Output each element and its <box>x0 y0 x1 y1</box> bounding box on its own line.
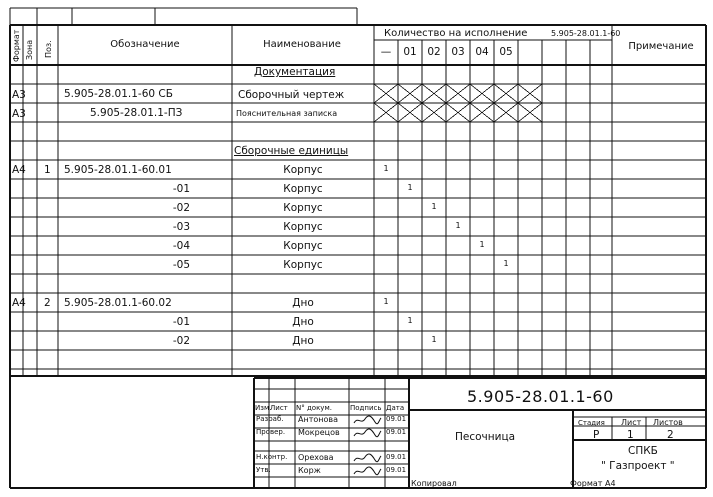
format-label: Формат А4 <box>570 479 616 488</box>
row-position: 1 <box>44 164 51 176</box>
row-designation: 5.905-28.01.1-60.01 <box>64 164 172 176</box>
section-assemblies: Сборочные единицы <box>234 145 349 157</box>
doc-row-name: Сборочный чертеж <box>238 89 345 101</box>
row-name: Дно <box>292 297 314 309</box>
variant-header: 02 <box>427 46 441 58</box>
col-pos-label: Поз. <box>44 40 53 58</box>
title-block-col-header: Изм. <box>255 404 272 412</box>
org-line2: " Газпроект " <box>601 460 675 472</box>
row-quantity: 1 <box>455 221 461 230</box>
sheet-label: Лист <box>621 418 642 427</box>
signer-date: 09.01 <box>386 428 407 436</box>
row-designation: -01 <box>172 316 190 328</box>
sheets-label: Листов <box>653 418 683 427</box>
signature-icon <box>352 466 382 479</box>
title-block-col-header: Подпись <box>350 404 382 412</box>
title-block-col-header: Лист <box>270 404 288 412</box>
row-quantity: 1 <box>503 259 509 268</box>
row-name: Корпус <box>283 240 323 252</box>
doc-row-designation: 5.905-28.01.1-60 СБ <box>64 88 173 100</box>
col-format-label: Формат <box>12 29 21 62</box>
variant-header: — <box>380 46 392 58</box>
signer-role: Разраб. <box>256 415 284 423</box>
title-block-col-header: N° докум. <box>296 404 332 412</box>
variant-header: 01 <box>403 46 417 58</box>
row-name: Корпус <box>283 164 323 176</box>
row-quantity: 1 <box>431 335 437 344</box>
variant-header: 03 <box>451 46 465 58</box>
row-designation: -01 <box>172 183 190 195</box>
doc-row-format: А3 <box>12 89 26 101</box>
col-designation-label: Обозначение <box>110 39 180 50</box>
title-block-col-header: Дата <box>386 404 405 412</box>
col-name-label: Наименование <box>263 39 341 50</box>
signer-name: Антонова <box>298 415 338 424</box>
row-name: Корпус <box>283 183 323 195</box>
row-name: Корпус <box>283 202 323 214</box>
stage-value: Р <box>593 429 600 441</box>
variant-header: 05 <box>499 46 513 58</box>
variant-header: 04 <box>475 46 489 58</box>
doc-row-designation: 5.905-28.01.1-ПЗ <box>90 107 183 119</box>
doc-row-name: Пояснительная записка <box>236 109 338 118</box>
sheets-value: 2 <box>667 429 674 441</box>
copied-label: Копировал <box>411 479 457 488</box>
signer-date: 09.01 <box>386 466 407 474</box>
org-line1: СПКБ <box>628 445 658 457</box>
row-quantity: 1 <box>407 316 413 325</box>
row-quantity: 1 <box>383 297 389 306</box>
row-name: Дно <box>292 316 314 328</box>
signer-role: Провер. <box>256 428 286 436</box>
col-note-label: Примечание <box>628 41 694 52</box>
quantity-code: 5.905-28.01.1-60 <box>551 29 621 38</box>
row-name: Корпус <box>283 221 323 233</box>
row-designation: 5.905-28.01.1-60.02 <box>64 297 172 309</box>
row-designation: -05 <box>172 259 190 271</box>
row-designation: -02 <box>172 335 190 347</box>
product-name: Песочница <box>455 431 516 443</box>
signer-date: 09.01 <box>386 415 407 423</box>
row-quantity: 1 <box>407 183 413 192</box>
row-quantity: 1 <box>479 240 485 249</box>
section-documentation: Документация <box>254 66 336 78</box>
signer-role: Утв. <box>256 466 271 474</box>
sheet-value: 1 <box>627 429 634 441</box>
row-format: А4 <box>12 164 26 176</box>
row-designation: -04 <box>172 240 190 252</box>
row-format: А4 <box>12 297 26 309</box>
row-name: Дно <box>292 335 314 347</box>
signer-name: Корж <box>298 466 321 475</box>
signature-icon <box>352 415 382 428</box>
row-name: Корпус <box>283 259 323 271</box>
row-position: 2 <box>44 297 51 309</box>
doc-number: 5.905-28.01.1-60 <box>467 387 614 406</box>
col-zone-label: Зона <box>25 39 34 60</box>
row-quantity: 1 <box>431 202 437 211</box>
row-quantity: 1 <box>383 164 389 173</box>
signer-date: 09.01 <box>386 453 407 461</box>
doc-row-format: А3 <box>12 108 26 120</box>
signature-icon <box>352 428 382 441</box>
signer-role: Н.контр. <box>256 453 288 461</box>
signature-icon <box>352 453 382 466</box>
signer-name: Мокрецов <box>298 428 340 437</box>
stage-label: Стадия <box>578 419 605 427</box>
signer-name: Орехова <box>298 453 334 462</box>
row-designation: -02 <box>172 202 190 214</box>
col-quantity-label: Количество на исполнение <box>384 28 528 39</box>
row-designation: -03 <box>172 221 190 233</box>
